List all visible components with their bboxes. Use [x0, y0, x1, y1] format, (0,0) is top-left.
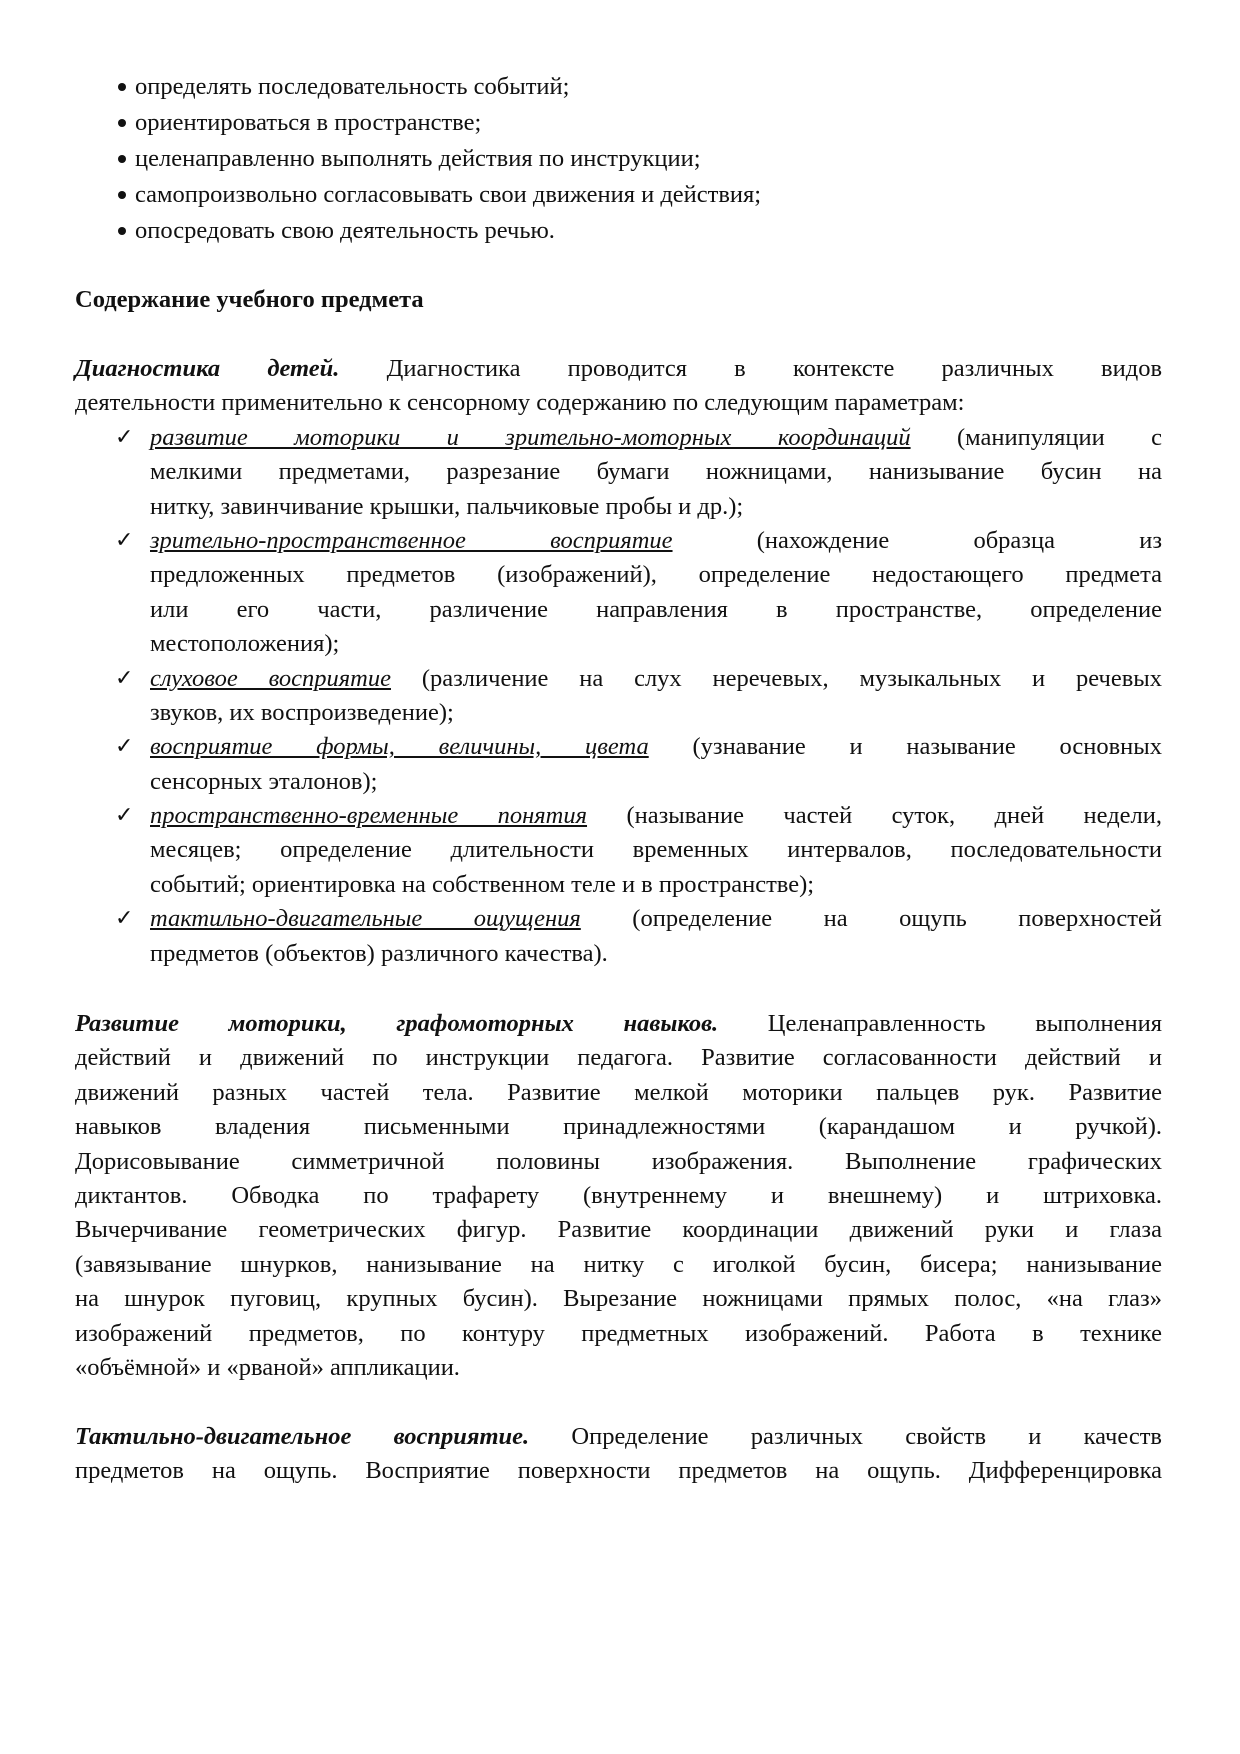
text-line [150, 662, 1162, 696]
bullet-icon [118, 83, 126, 91]
text-line [75, 1454, 1162, 1488]
text-line [150, 558, 1162, 592]
text-run: предметов (объектов) различного качества). [150, 939, 608, 967]
text-run: предметов на ощупь. Восприятие поверхности предметов на ощупь. Дифференцировка [75, 1457, 1162, 1485]
text-run: деятельности применительно к сенсорному содержанию по следующим параметрам: [75, 389, 965, 417]
bullet-item [75, 105, 1162, 141]
text-line [75, 1351, 1162, 1385]
text-run: Целенаправленность выполнения [718, 1010, 1162, 1037]
text-run: месяцев; определение длительности временных интервалов, последовательности [150, 836, 1162, 864]
check-icon: ✓ [115, 527, 134, 553]
text-run: (завязывание шнурков, нанизывание на нитку с иголкой бусин, бисера; нанизывание [75, 1250, 1162, 1278]
text-run: событий; ориентировка на собственном теле и в пространстве); [150, 870, 815, 898]
text-run: сенсорных эталонов); [150, 767, 378, 795]
text-line [75, 1007, 1162, 1041]
bullet-text: самопроизвольно согласовывать свои движения и действия; [135, 181, 762, 208]
text-run: «объёмной» и «рваной» аппликации. [75, 1353, 460, 1381]
text-run: (узнавание и называние основных [648, 733, 1162, 761]
text-line [75, 1282, 1162, 1316]
text-run: навыков владения письменными принадлежностями (карандашом и ручкой). [75, 1113, 1162, 1141]
text-run: диктантов. Обводка по трафарету (внутреннему и внешнему) и штриховка. [75, 1181, 1162, 1209]
text-run: (называние частей суток, дней недели, [587, 802, 1162, 830]
parameter-name: слуховое восприятие [150, 664, 391, 692]
diagnostics-section [75, 352, 1162, 971]
text-run: звуков, их воспроизведение); [150, 698, 454, 726]
checklist-item [75, 421, 1162, 524]
text-line [150, 937, 1162, 971]
text-run: мелкими предметами, разрезание бумаги ножницами, нанизывание бусин на [150, 458, 1162, 486]
text-line [75, 1213, 1162, 1247]
check-icon: ✓ [115, 424, 134, 450]
check-icon: ✓ [115, 734, 134, 760]
text-line [150, 627, 1162, 661]
text-line [75, 1145, 1162, 1179]
text-run: изображений предметов, по контуру предметных изображений. Работа в технике [75, 1319, 1162, 1347]
text-line [75, 1076, 1162, 1110]
text-line [150, 524, 1162, 558]
text-run: Определение различных свойств и качеств [529, 1423, 1162, 1450]
text-run: движений разных частей тела. Развитие мелкой моторики пальцев рук. Развитие [75, 1078, 1162, 1106]
bullet-text: определять последовательность событий; [135, 73, 570, 100]
checklist-item [75, 662, 1162, 731]
parameter-name: зрительно-пространственное восприятие [150, 526, 673, 554]
parameter-name: тактильно-двигательные ощущения [150, 905, 581, 933]
text-line [75, 1248, 1162, 1282]
text-line [75, 1179, 1162, 1213]
bullet-icon [118, 155, 126, 163]
text-line [150, 421, 1162, 455]
bullet-item [75, 141, 1162, 177]
text-run: действий и движений по инструкции педагога. Развитие согласованности действий и [75, 1044, 1162, 1072]
text-line [75, 352, 1162, 386]
text-line [150, 696, 1162, 730]
parameter-name: пространственно-временные понятия [150, 802, 588, 830]
text-run: (определение на ощупь поверхностей [580, 905, 1162, 933]
bullet-icon [118, 191, 126, 199]
bullet-item [75, 177, 1162, 213]
text-line [150, 765, 1162, 799]
text-run: местоположения); [150, 630, 340, 658]
text-line [150, 593, 1162, 627]
text-run: нитку, завинчивание крышки, пальчиковые пробы и др.); [150, 492, 744, 520]
text-run: Дорисовывание симметричной половины изображения. Выполнение графических [75, 1147, 1162, 1175]
bullet-item [75, 69, 1162, 105]
text-line [150, 490, 1162, 524]
text-run: предложенных предметов (изображений), определение недостающего предмета [150, 561, 1162, 589]
text-run: Вычерчивание геометрических фигур. Развитие координации движений руки и глаза [75, 1216, 1162, 1244]
text-line [150, 799, 1162, 833]
tactile-perception-paragraph [75, 1420, 1162, 1489]
text-line [150, 455, 1162, 489]
paragraph-lead: Тактильно-двигательное восприятие. [75, 1423, 530, 1450]
check-icon: ✓ [115, 803, 134, 829]
parameter-name: развитие моторики и зрительно-моторных координаций [150, 423, 911, 451]
checklist-item [75, 524, 1162, 662]
bullet-text: целенаправленно выполнять действия по инструкции; [135, 145, 701, 172]
paragraph-lead: Развитие моторики, графомоторных навыков. [75, 1010, 719, 1037]
text-line [150, 868, 1162, 902]
section-heading: Содержание учебного предмета [75, 286, 424, 313]
text-line [150, 730, 1162, 764]
text-run: на шнурок пуговиц, крупных бусин). Вырезание ножницами прямых полос, «на глаз» [75, 1285, 1162, 1313]
text-line [75, 1420, 1162, 1454]
text-line [75, 1317, 1162, 1351]
text-line [75, 1110, 1162, 1144]
parameter-name: восприятие формы, величины, цвета [150, 733, 649, 761]
text-run: или его части, различение направления в пространстве, определение [150, 595, 1162, 623]
checklist-item [75, 799, 1162, 902]
text-run: Диагностика проводится в контексте различных видов [339, 355, 1163, 382]
text-line [75, 1041, 1162, 1075]
bullet-icon [118, 119, 126, 127]
text-run: (различение на слух неречевых, музыкальных и речевых [390, 664, 1162, 692]
text-line [150, 833, 1162, 867]
bullet-icon [118, 227, 126, 235]
text-run: (манипуляции с [910, 423, 1162, 451]
text-run: (нахождение образца из [672, 526, 1162, 554]
bullet-item [75, 213, 1162, 249]
motor-skills-paragraph [75, 1007, 1162, 1385]
text-line [75, 386, 1162, 420]
bullet-text: опосредовать свою деятельность речью. [135, 217, 555, 244]
checklist-item [75, 902, 1162, 971]
checklist-item [75, 730, 1162, 799]
bullet-text: ориентироваться в пространстве; [135, 109, 482, 136]
check-icon: ✓ [115, 665, 134, 691]
text-line [150, 902, 1162, 936]
paragraph-lead: Диагностика детей. [75, 355, 340, 382]
check-icon: ✓ [115, 906, 134, 932]
bullet-list [75, 69, 1162, 249]
